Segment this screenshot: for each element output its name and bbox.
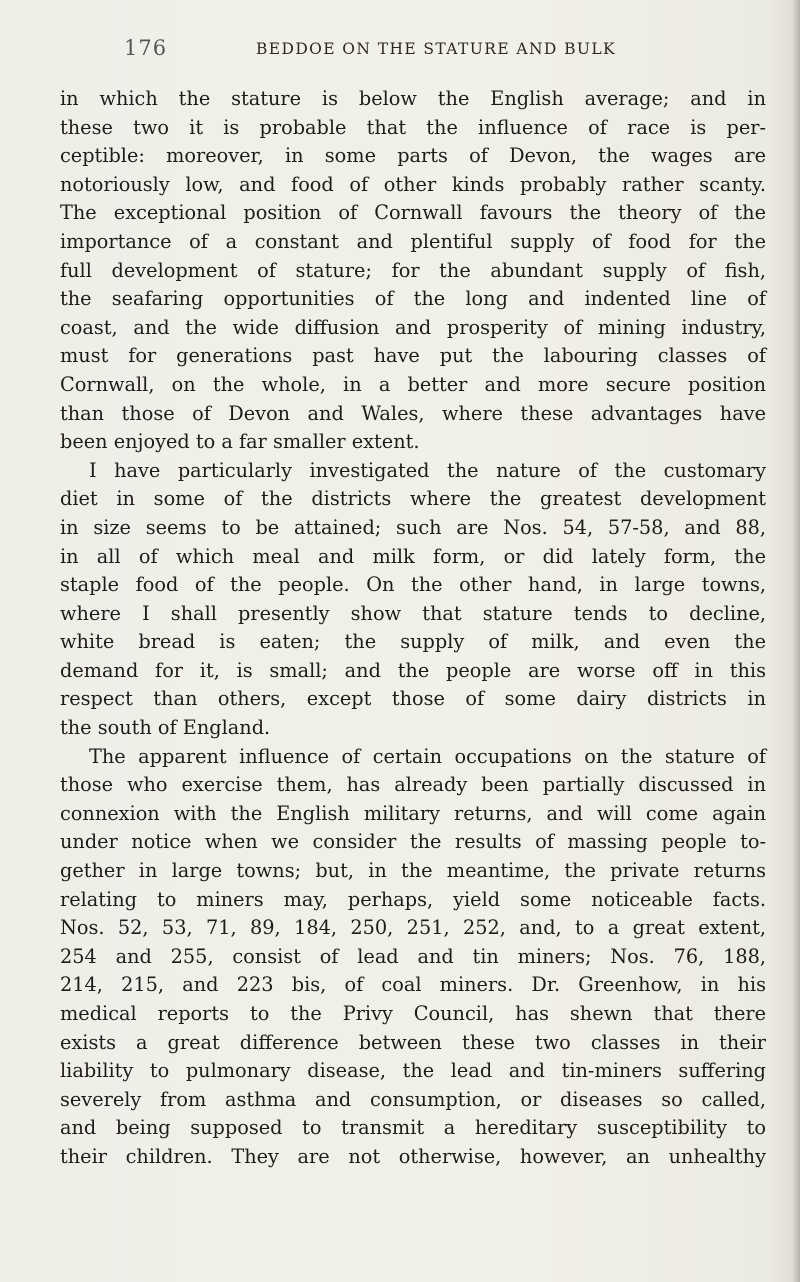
text-line: importance of a constant and plentiful supply of food for the xyxy=(60,229,766,253)
text-line: in which the stature is below the English average; and in xyxy=(60,87,766,110)
text-line: I have particularly investigated the nature of the customary xyxy=(89,458,766,482)
text-line: The exceptional position of Cornwall favours the theory of the xyxy=(60,201,766,225)
text-line: medical reports to the Privy Council, has shewn that there xyxy=(60,1002,766,1025)
text-line: been enjoyed to a far smaller extent. xyxy=(60,430,420,454)
page-number: 176 xyxy=(124,36,168,60)
text-line: under notice when we consider the results of massing people to- xyxy=(60,830,766,854)
text-line: and being supposed to transmit a hereditary susceptibility to xyxy=(60,1116,766,1140)
text-line: demand for it, is small; and the people are worse off in this xyxy=(60,658,766,682)
text-line: white bread is eaten; the supply of milk, and even the xyxy=(60,630,766,654)
text-line: notoriously low, and food of other kinds probably rather scanty. xyxy=(60,172,766,196)
text-line: exists a great difference between these two classes in their xyxy=(60,1030,766,1054)
text-line: their children. They are not otherwise, however, an unhealthy xyxy=(60,1144,766,1168)
text-line: the south of England. xyxy=(60,716,271,740)
running-head xyxy=(0,36,800,66)
text-line: those who exercise them, has already been partially discussed in xyxy=(60,773,766,797)
text-line: in all of which meal and milk form, or did lately form, the xyxy=(60,544,766,568)
text-line: than those of Devon and Wales, where these advantages have xyxy=(60,401,766,425)
body-text xyxy=(60,85,766,1172)
text-line: The apparent influence of certain occupations on the stature of xyxy=(89,744,766,768)
text-line: connexion with the English military returns, and will come again xyxy=(60,801,766,825)
text-line: must for generations past have put the labouring classes of xyxy=(60,344,766,368)
text-line: 254 and 255, consist of lead and tin miners; Nos. 76, 188, xyxy=(60,944,766,968)
text-line: severely from asthma and consumption, or diseases so called, xyxy=(60,1087,766,1111)
text-line: where I shall presently show that stature tends to decline, xyxy=(60,601,766,625)
text-line: gether in large towns; but, in the meantime, the private returns xyxy=(60,859,766,883)
text-line: full development of stature; for the abundant supply of fish, xyxy=(60,258,766,282)
text-line: staple food of the people. On the other hand, in large towns, xyxy=(60,573,766,597)
text-line: Cornwall, on the whole, in a better and more secure position xyxy=(60,372,766,396)
text-line: in size seems to be attained; such are Nos. 54, 57-58, and 88, xyxy=(60,515,766,539)
text-line: diet in some of the districts where the greatest development xyxy=(60,487,766,511)
text-line: 214, 215, and 223 bis, of coal miners. Dr. Greenhow, in his xyxy=(60,973,766,997)
text-line: these two it is probable that the influence of race is per- xyxy=(60,115,766,139)
text-line: relating to miners may, perhaps, yield some noticeable facts. xyxy=(60,887,766,911)
text-line: Nos. 52, 53, 71, 89, 184, 250, 251, 252, and, to a great extent, xyxy=(60,916,766,940)
page-edge-shadow xyxy=(792,0,800,1282)
running-title: BEDDOE ON THE STATURE AND BULK xyxy=(256,40,617,58)
text-line: ceptible: moreover, in some parts of Devon, the wages are xyxy=(60,144,766,168)
text-line: liability to pulmonary disease, the lead and tin-miners suffering xyxy=(60,1059,766,1083)
text-line: respect than others, except those of some dairy districts in xyxy=(60,687,766,711)
text-line: coast, and the wide diffusion and prosperity of mining industry, xyxy=(60,315,766,339)
text-line: the seafaring opportunities of the long and indented line of xyxy=(60,287,766,311)
